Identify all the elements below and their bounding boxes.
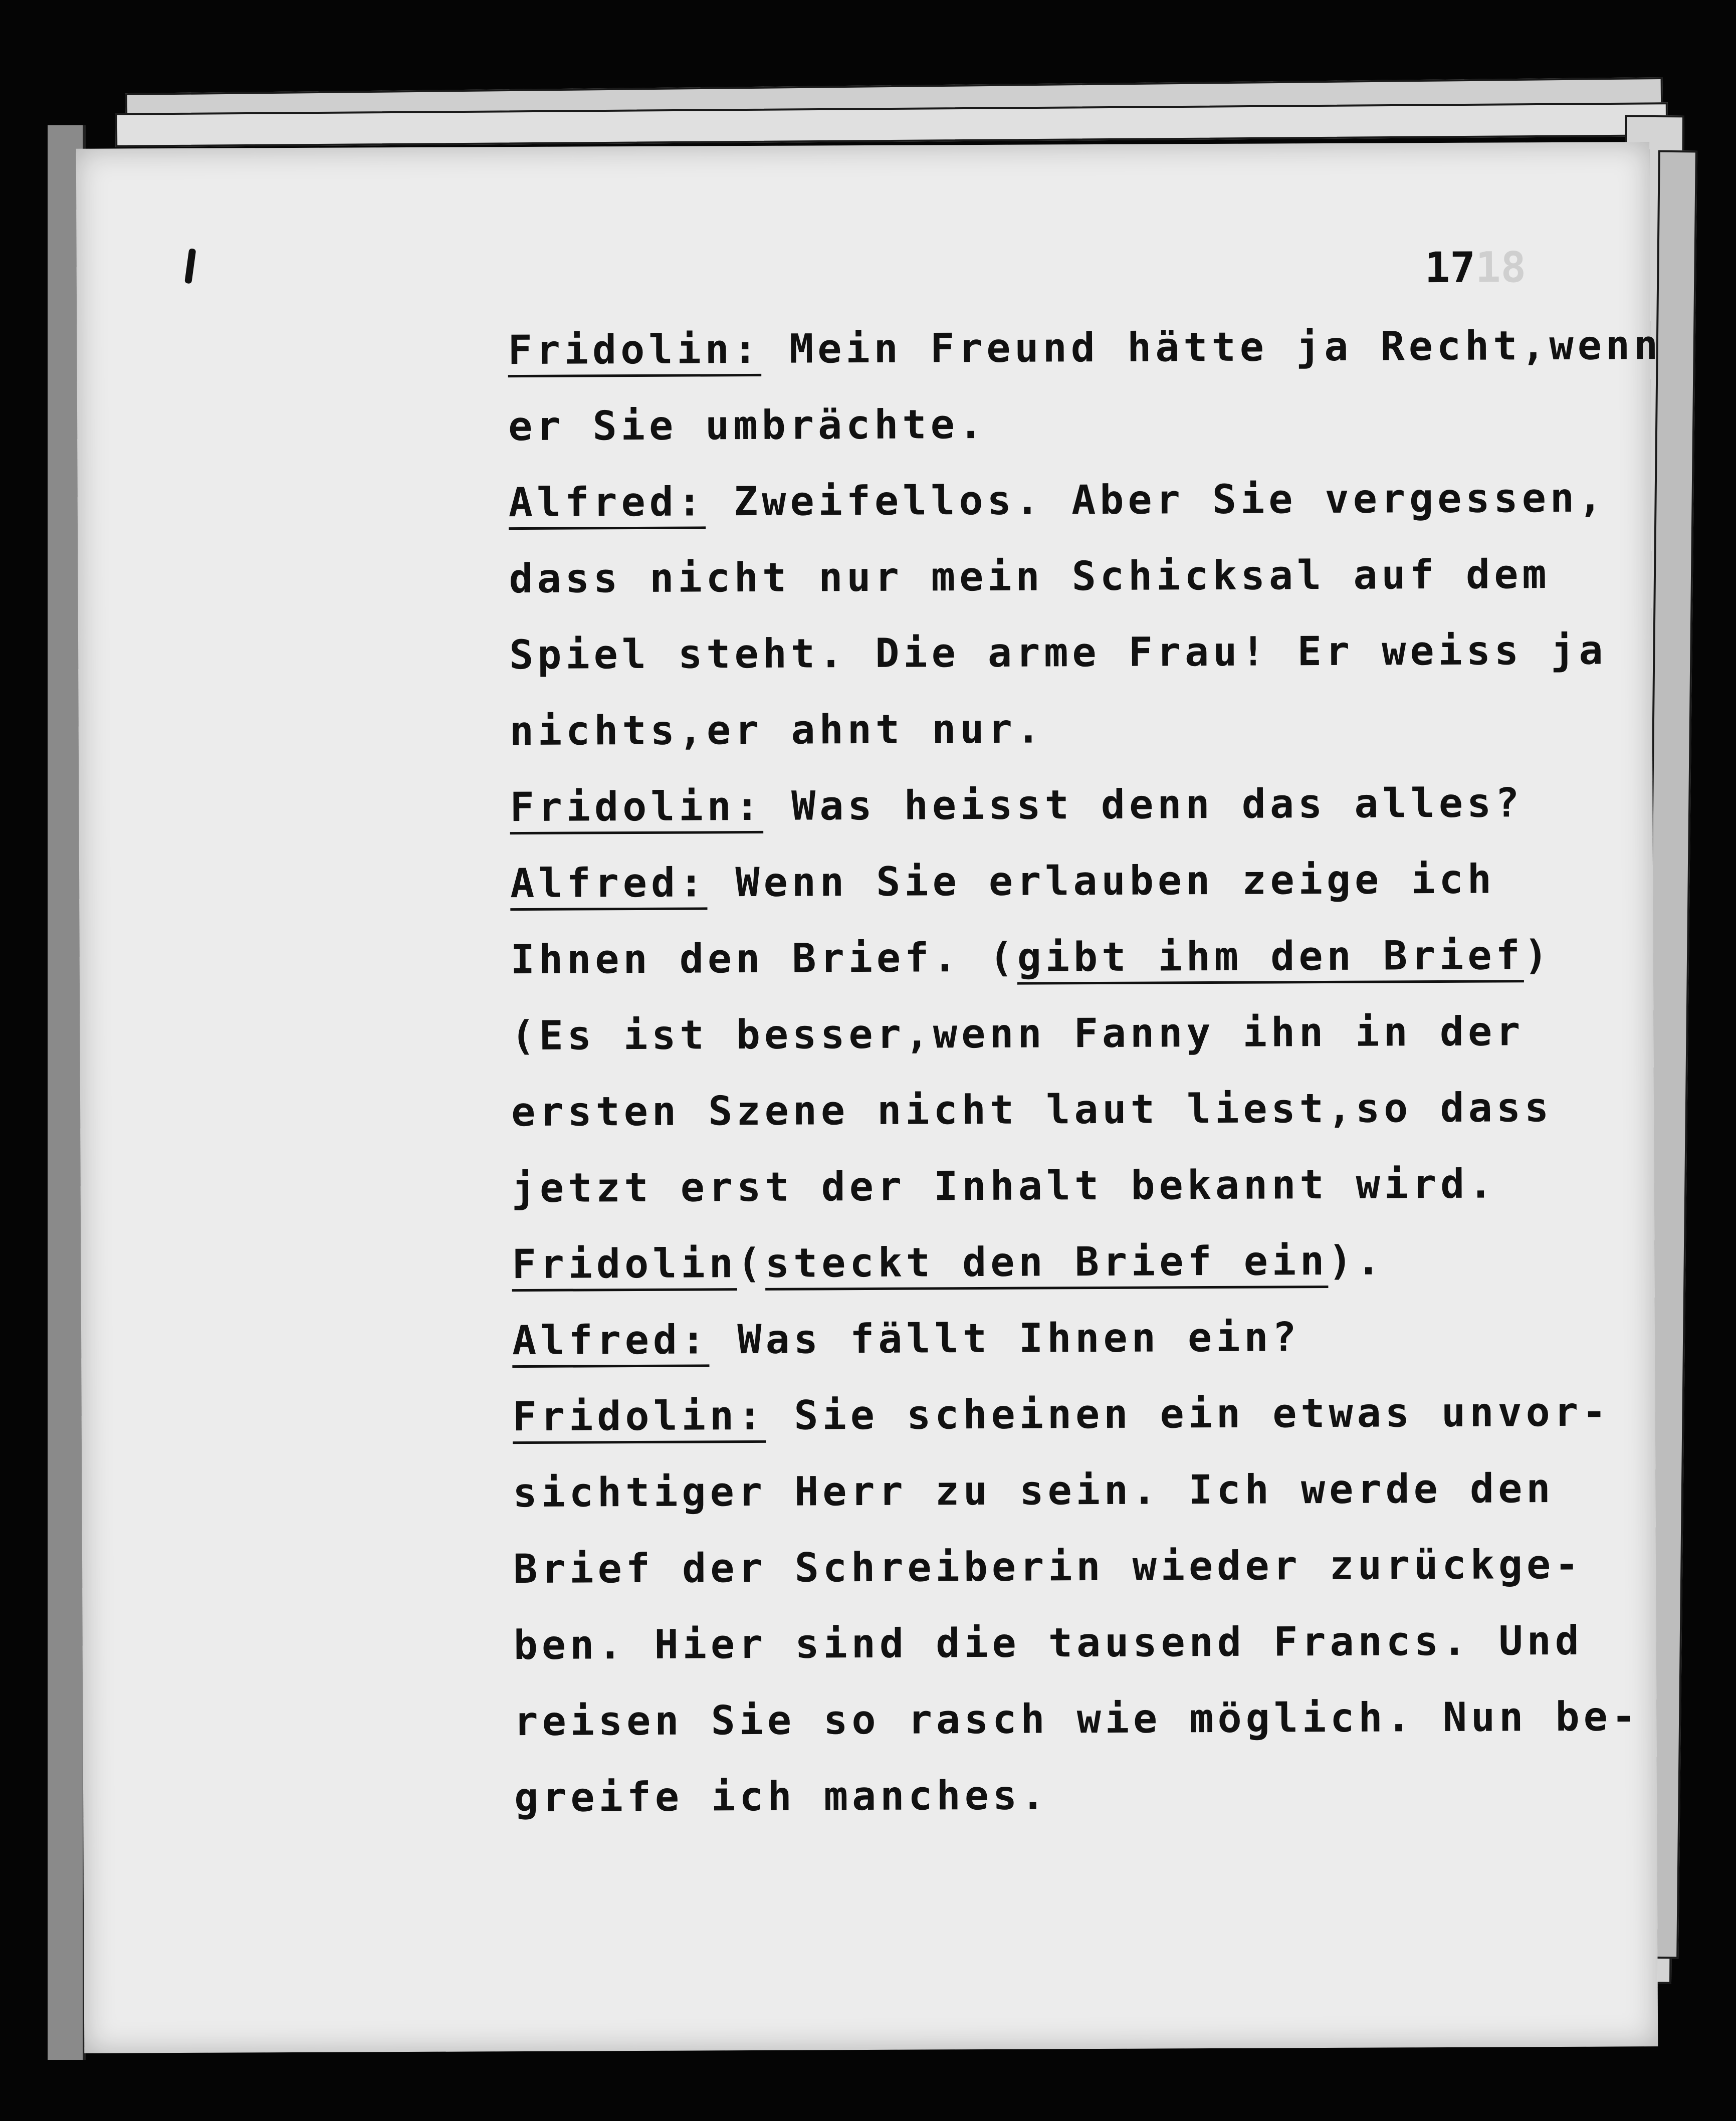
dialogue-text: Wenn Sie erlauben zeige ich xyxy=(707,856,1496,906)
script-line xyxy=(512,1298,1675,1379)
speaker-name: Fridolin xyxy=(512,1240,737,1288)
dialogue-text: reisen Sie so rasch wie möglich. Nun be- xyxy=(514,1693,1640,1745)
dialogue-text: (Es ist besser,wenn Fanny ihn in der xyxy=(511,1008,1525,1059)
page-number: 1718 xyxy=(1424,243,1527,293)
stage-direction: steckt den Brief ein xyxy=(765,1237,1329,1287)
stage-direction: gibt ihm den Brief xyxy=(1017,932,1524,981)
script-line xyxy=(514,1678,1677,1760)
dialogue-text: Brief der Schreiberin wieder zurückge- xyxy=(513,1541,1583,1593)
script-line xyxy=(509,536,1672,617)
dialogue-text: Mein Freund hätte ja Recht,wenn xyxy=(761,322,1662,372)
typescript-page xyxy=(76,142,1662,2053)
script-line xyxy=(510,917,1673,998)
script-line xyxy=(511,1069,1674,1150)
speaker-name: Fridolin: xyxy=(508,325,762,374)
dialogue-text: ) xyxy=(1524,932,1553,979)
dialogue-text: ). xyxy=(1328,1237,1385,1284)
script-line xyxy=(512,1374,1675,1455)
script-line xyxy=(513,1526,1676,1607)
script-line xyxy=(508,383,1671,465)
dialogue-text: jetzt erst der Inhalt bekannt wird. xyxy=(511,1160,1497,1212)
speaker-name: Alfred: xyxy=(508,478,706,526)
script-line xyxy=(510,764,1673,845)
dialogue-text: Sie scheinen ein etwas unvor- xyxy=(766,1388,1611,1439)
script-line xyxy=(513,1602,1676,1683)
dialogue-text: sichtiger Herr zu sein. Ich werde den xyxy=(513,1465,1555,1517)
speaker-name: Alfred: xyxy=(510,859,708,907)
script-text xyxy=(508,307,1677,1836)
dialogue-text: dass nicht nur mein Schicksal auf dem xyxy=(509,551,1551,602)
dialogue-text: nichts,er ahnt nur. xyxy=(509,705,1045,755)
ink-mark xyxy=(184,248,196,284)
script-line xyxy=(508,307,1671,388)
script-line xyxy=(513,1450,1676,1531)
script-line xyxy=(511,1145,1674,1226)
dialogue-text: ersten Szene nicht laut liest,so dass xyxy=(511,1084,1553,1136)
script-line xyxy=(509,612,1672,693)
dialogue-text: Was heisst denn das alles? xyxy=(763,779,1524,829)
speaker-name: Alfred: xyxy=(512,1316,710,1364)
speaker-name: Fridolin: xyxy=(512,1392,766,1440)
script-line xyxy=(512,1221,1675,1303)
script-line xyxy=(514,1755,1677,1836)
speaker-name: Fridolin: xyxy=(510,782,764,831)
script-line xyxy=(508,460,1671,541)
script-line xyxy=(510,840,1673,922)
dialogue-text: Spiel steht. Die arme Frau! Er weiss ja xyxy=(509,626,1607,679)
dialogue-text: er Sie umbrächte. xyxy=(508,400,987,450)
dialogue-text: greife ich manches. xyxy=(514,1772,1049,1821)
dialogue-text: Was fällt Ihnen ein? xyxy=(709,1314,1300,1363)
dialogue-text: ben. Hier sind die tausend Francs. Und xyxy=(513,1617,1584,1669)
script-line xyxy=(509,688,1672,769)
script-line xyxy=(511,993,1674,1074)
dialogue-text: ( xyxy=(737,1239,766,1287)
dialogue-text: Zweifellos. Aber Sie vergessen, xyxy=(705,474,1607,525)
dialogue-text: Ihnen den Brief. ( xyxy=(510,934,1017,983)
